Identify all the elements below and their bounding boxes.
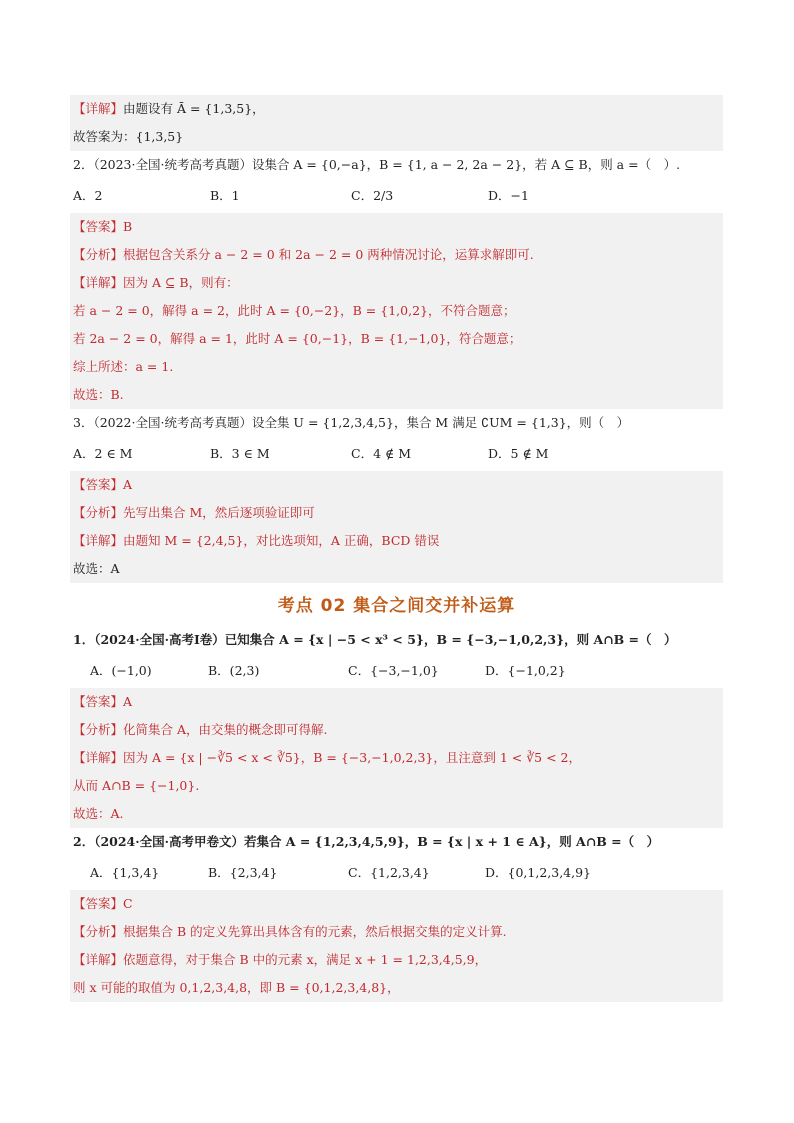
detail-line: 【详解】由题知 M = {2,4,5}，对比选项知，A 正确，BCD 错误 — [70, 527, 723, 555]
option-d[interactable]: D．−1 — [488, 188, 529, 203]
option-d[interactable]: D．{0,1,2,3,4,9} — [485, 865, 592, 880]
option-a[interactable]: A．{1,3,4} — [90, 865, 160, 880]
detail-tag: 【详解】 — [73, 101, 124, 116]
analysis-line: 【分析】化简集合 A，由交集的概念即可得解. — [70, 716, 723, 744]
options-2022 — [70, 437, 723, 471]
answer-line: 【答案】C — [70, 890, 723, 918]
options-2024-1 — [70, 654, 723, 688]
options-2023 — [70, 179, 723, 213]
option-a[interactable]: A．2 ∈ M — [73, 446, 133, 461]
detail-line: 【详解】因为 A = {x | −∛5 < x < ∛5}，B = {−3,−1,0,2,3}，且注意到 1 < ∛5 < 2， — [70, 744, 723, 772]
analysis-line: 【分析】先写出集合 M，然后逐项验证即可 — [70, 499, 723, 527]
option-b[interactable]: B．3 ∈ M — [210, 446, 270, 461]
detail-line: 【详解】依题意得，对于集合 B 中的元素 x，满足 x + 1 = 1,2,3,4,5,9， — [70, 946, 723, 974]
section-title: 考点 02 集合之间交并补运算 — [277, 596, 516, 616]
question-stem-2024-1: 1．（2024·全国·高考Ⅰ卷）已知集合 A = {x | −5 < x³ < 5}，B = {−3,−1,0,2,3}，则 A∩B =（ ） — [73, 632, 677, 647]
option-a[interactable]: A．(−1,0) — [90, 663, 152, 678]
answer-line: 【答案】A — [70, 471, 723, 499]
answer-line: 【答案】A — [70, 688, 723, 716]
analysis-line: 【分析】根据集合 B 的定义先算出具体含有的元素，然后根据交集的定义计算. — [70, 918, 723, 946]
answer-text: 故答案为：{1,3,5} — [73, 129, 184, 144]
options-2024-2 — [70, 856, 723, 890]
option-d[interactable]: D．{−1,0,2} — [485, 663, 566, 678]
solution-line: 从而 A∩B = {−1,0}. — [70, 772, 723, 800]
document-page — [70, 95, 723, 1002]
option-d[interactable]: D．5 ∉ M — [488, 446, 549, 461]
solution-line: 故选：A. — [70, 800, 723, 828]
question-stem-2022: 3．（2022·全国·统考高考真题）设全集 U = {1,2,3,4,5}，集合 M 满足 ∁UM = {1,3}，则（ ） — [73, 415, 630, 430]
solution-line: 若 a − 2 = 0，解得 a = 2，此时 A = {0,−2}，B = {1,0,2}，不符合题意； — [70, 297, 723, 325]
analysis-line: 【分析】根据包含关系分 a − 2 = 0 和 2a − 2 = 0 两种情况讨论，运算求解即可. — [70, 241, 723, 269]
solution-line: 则 x 可能的取值为 0,1,2,3,4,8，即 B = {0,1,2,3,4,8}， — [70, 974, 723, 1002]
solution-line: 故选：A — [70, 555, 723, 583]
option-a[interactable]: A．2 — [73, 188, 103, 203]
detail-text: 由题设有 Ā = {1,3,5}， — [123, 101, 265, 116]
solution-line: 综上所述：a = 1. — [70, 353, 723, 381]
answer-line — [70, 123, 723, 151]
option-b[interactable]: B．1 — [210, 188, 240, 203]
question-stem-2023: 2．（2023·全国·统考高考真题）设集合 A = {0,−a}，B = {1, a − 2, 2a − 2}，若 A ⊆ B，则 a =（ ）. — [73, 157, 681, 172]
solution-line: 故选：B. — [70, 381, 723, 409]
option-c[interactable]: C．4 ∉ M — [351, 446, 412, 461]
option-b[interactable]: B．{2,3,4} — [208, 865, 278, 880]
option-c[interactable]: C．2/3 — [351, 188, 394, 203]
option-c[interactable]: C．{1,2,3,4} — [348, 865, 430, 880]
answer-line: 【答案】B — [70, 213, 723, 241]
detail-line: 【详解】因为 A ⊆ B，则有： — [70, 269, 723, 297]
question-stem-2024-2: 2．（2024·全国·高考甲卷文）若集合 A = {1,2,3,4,5,9}，B = {x | x + 1 ∈ A}，则 A∩B =（ ） — [73, 834, 660, 849]
detail-line — [70, 95, 723, 123]
option-c[interactable]: C．{−3,−1,0} — [348, 663, 439, 678]
option-b[interactable]: B．(2,3) — [208, 663, 260, 678]
solution-line: 若 2a − 2 = 0，解得 a = 1，此时 A = {0,−1}，B = {1,−1,0}，符合题意； — [70, 325, 723, 353]
